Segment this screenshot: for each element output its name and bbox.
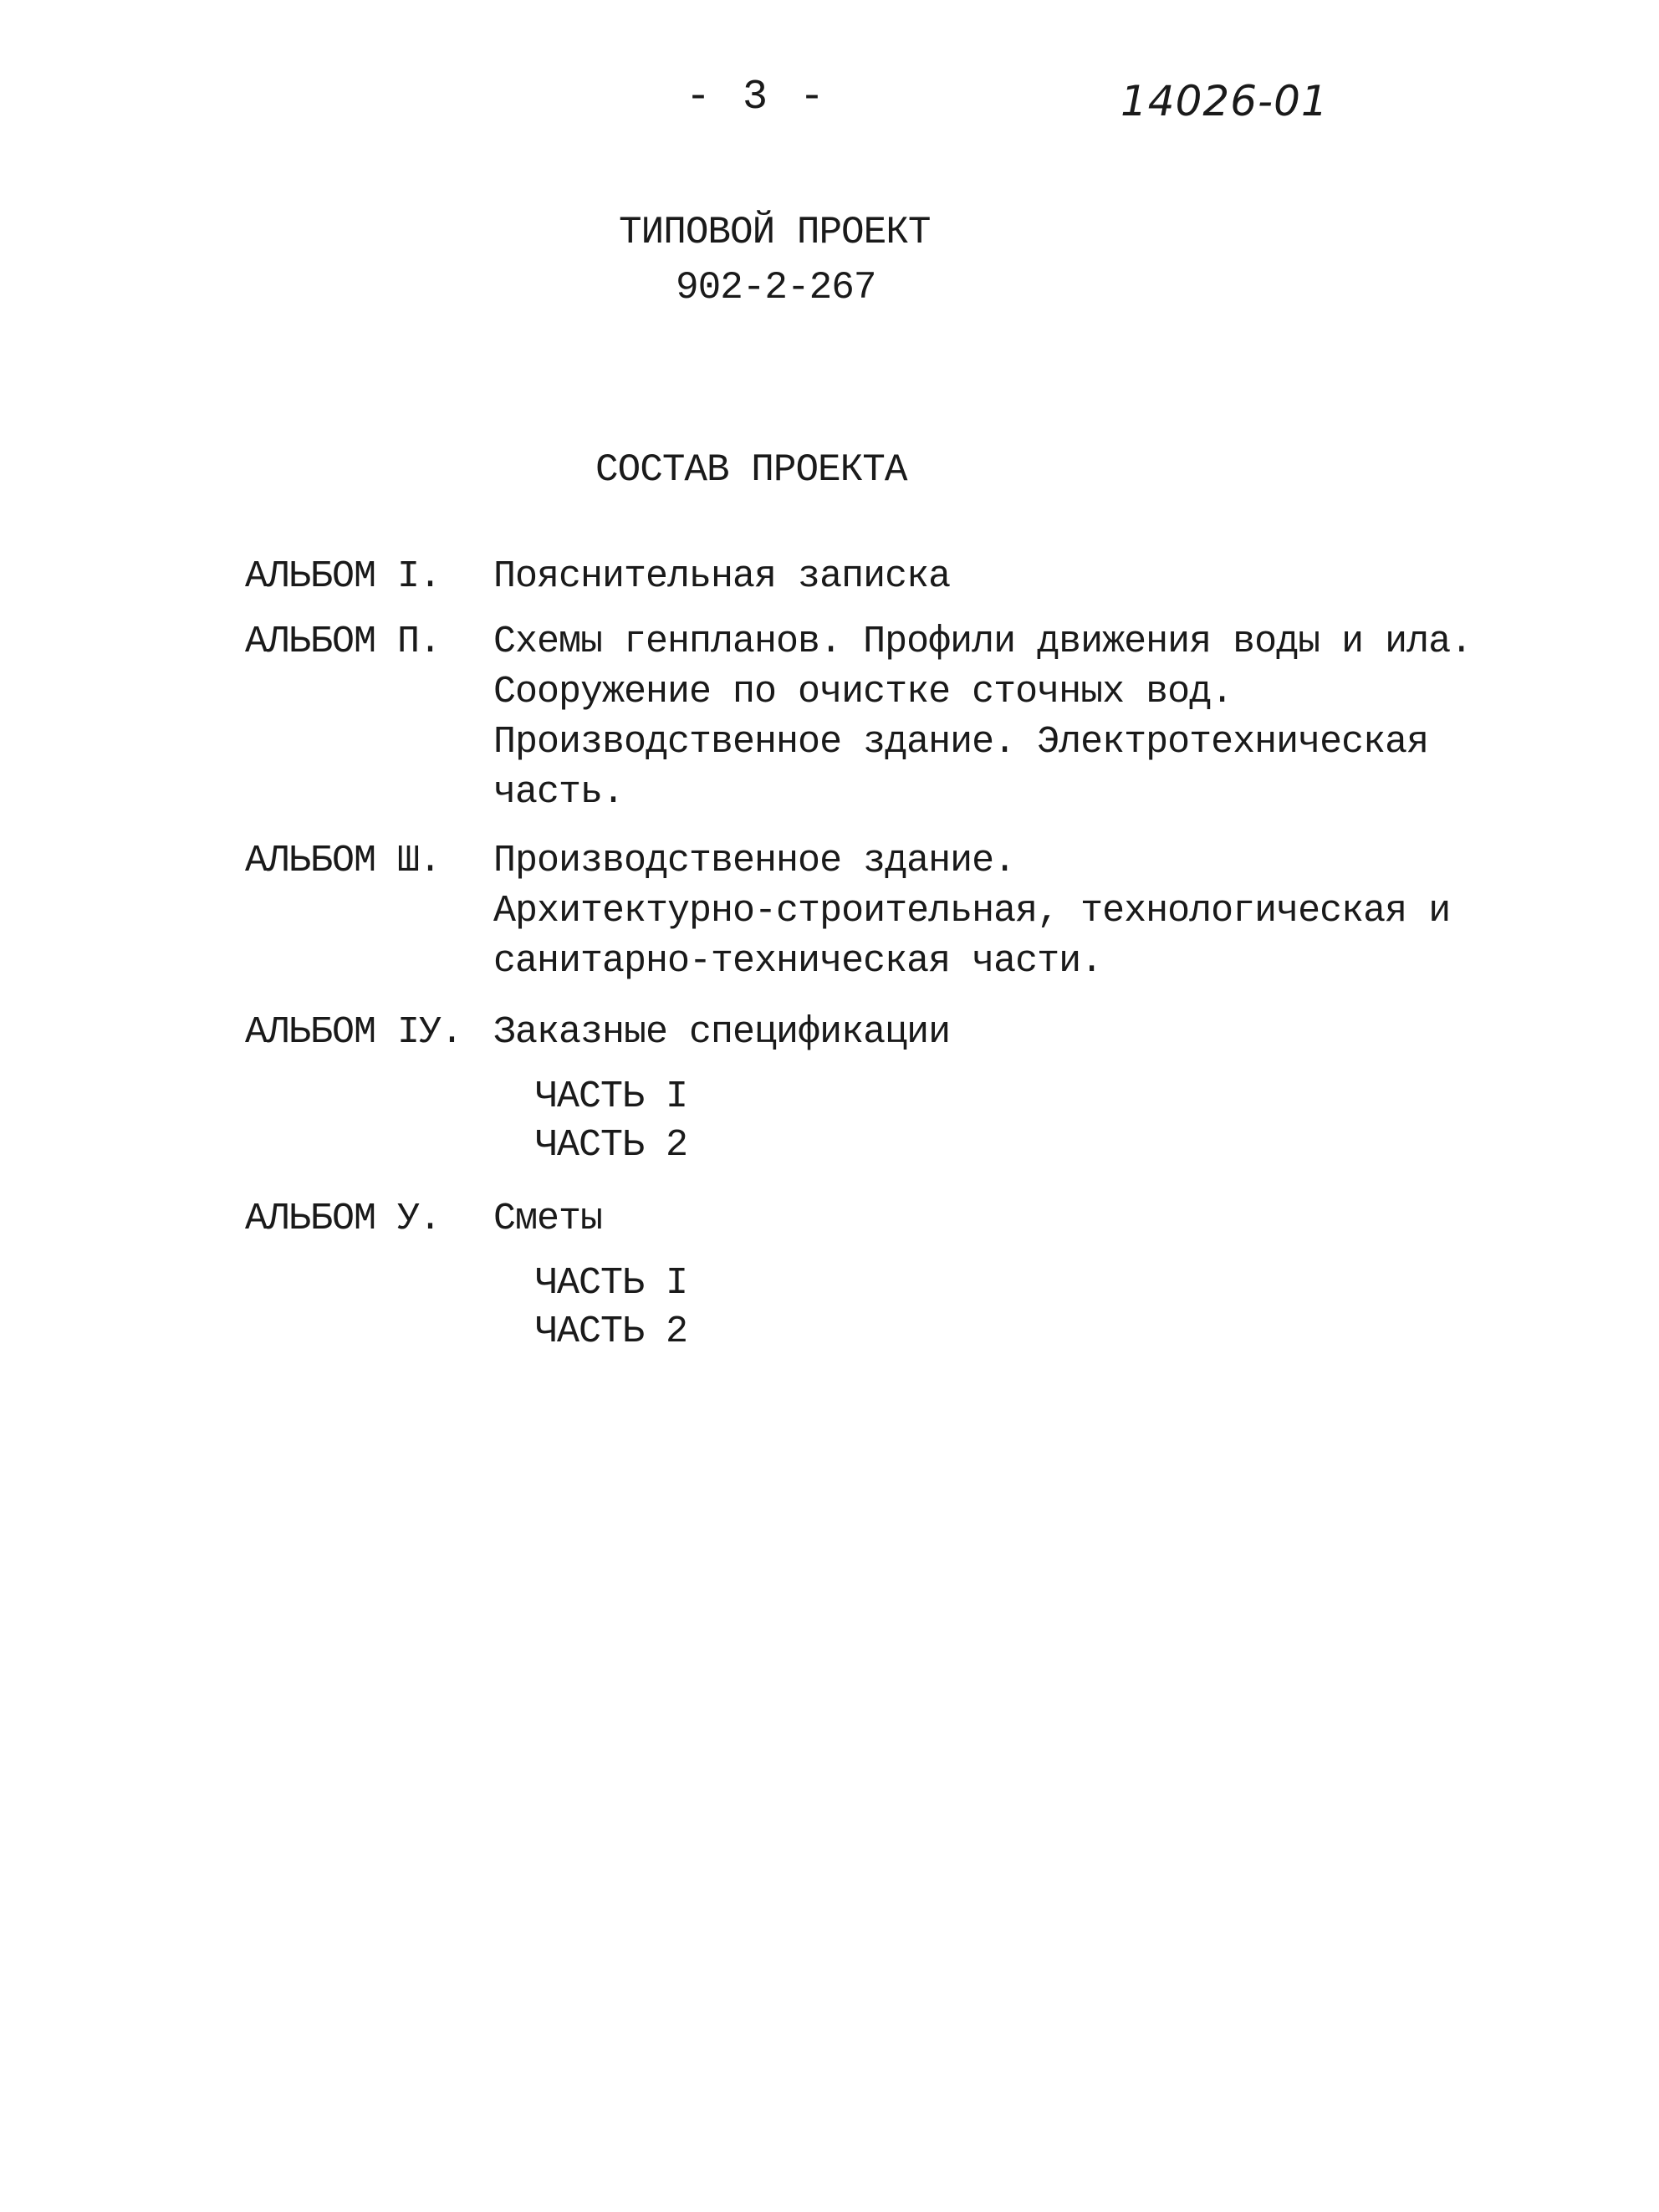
project-type-heading: ТИПОВОЙ ПРОЕКТ <box>619 211 931 254</box>
album-parts <box>535 1259 687 1356</box>
album-line: Пояснительная записка <box>493 555 951 598</box>
album-line: Сооружение по очистке сточных вод. <box>493 671 1233 713</box>
album-line: Схемы генпланов. Профили движения воды и ила. <box>493 621 1473 663</box>
part-item: ЧАСТЬ I <box>535 1075 688 1118</box>
album-label: АЛЬБОМ У. <box>245 1198 442 1240</box>
album-label: АЛЬБОМ Ш. <box>245 840 442 882</box>
album-description <box>493 836 1497 987</box>
album-description <box>493 1194 1497 1244</box>
album-line: Производственное здание. Электротехническая <box>493 721 1429 764</box>
part-item: ЧАСТЬ I <box>535 1262 688 1305</box>
album-line: Производственное здание. <box>493 840 1016 882</box>
project-number: 902-2-267 <box>676 266 876 309</box>
album-label: АЛЬБОМ П. <box>245 621 442 663</box>
album-label: АЛЬБОМ I. <box>245 555 442 598</box>
page-number: - 3 - <box>686 74 829 121</box>
part-item: ЧАСТЬ 2 <box>535 1124 688 1167</box>
album-description <box>493 552 1497 602</box>
album-line: санитарно-техническая части. <box>493 940 1103 983</box>
section-title: СОСТАВ ПРОЕКТА <box>595 448 907 492</box>
document-code: 14026-01 <box>1120 77 1329 125</box>
album-description <box>493 617 1497 818</box>
album-description <box>493 1008 1497 1058</box>
album-line: часть. <box>493 771 625 814</box>
part-item: ЧАСТЬ 2 <box>535 1310 688 1353</box>
album-line: Сметы <box>493 1198 603 1240</box>
album-label: АЛЬБОМ IУ. <box>245 1011 463 1054</box>
album-parts <box>535 1073 687 1170</box>
album-line: Архитектурно-строительная, технологическая и <box>493 890 1451 932</box>
album-line: Заказные спецификации <box>493 1011 951 1054</box>
